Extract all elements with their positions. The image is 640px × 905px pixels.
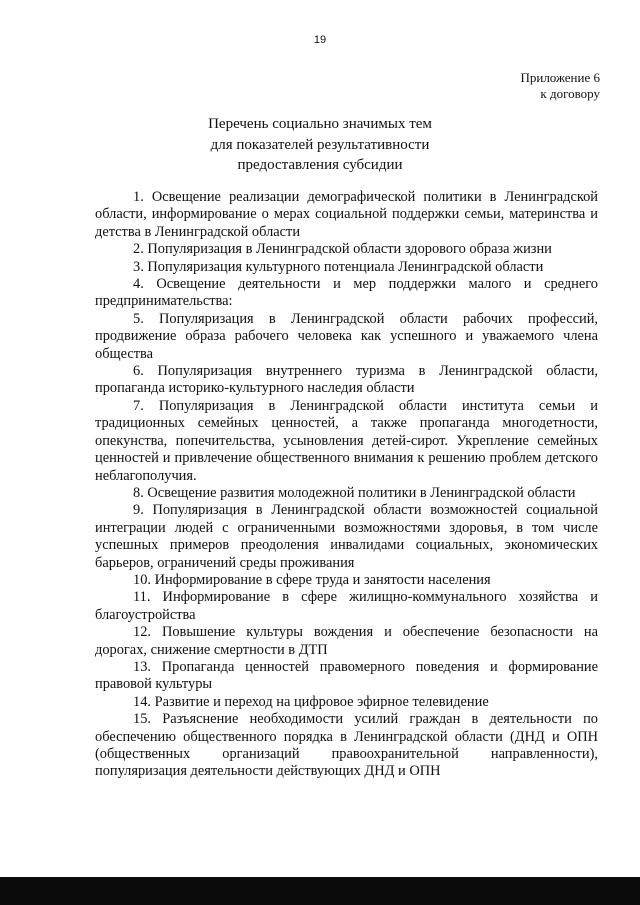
title-line-2: для показателей результативности (210, 136, 430, 153)
list-item-6: 6. Популяризация внутреннего туризма в Ленинградской области, пропаганда историко-культурного наследия области (95, 363, 598, 397)
list-item-3: 3. Популяризация культурного потенциала Ленинградской области (133, 258, 544, 275)
document-title (0, 114, 640, 176)
list-item-4: 4. Освещение деятельности и мер поддержки малого и среднего предпринимательства: (95, 276, 598, 310)
list-item-14: 14. Развитие и переход на цифровое эфирное телевидение (133, 693, 489, 710)
topics-list (95, 189, 598, 781)
list-item-8: 8. Освещение развития молодежной политики в Ленинградской области (133, 484, 576, 501)
list-item-11: 11. Информирование в сфере жилищно-коммунального хозяйства и благоустройства (95, 589, 598, 623)
list-item-1: 1. Освещение реализации демографической политики в Ленинградской области, информирование о мерах социальной поддержки семьи, материнства и детства в Ленинградской области (95, 189, 598, 240)
title-line-1: Перечень социально значимых тем (208, 116, 432, 132)
list-item-7: 7. Популяризация в Ленинградской области института семьи и традиционных семейных ценностей, а также пропаганда многодетности, опекунства, попечительства, усыновления детей-сирот. Укрепление семейных ценностей и привлечение общественного внимания к решению проблем детского неблагополучия. (95, 397, 598, 484)
list-item-5: 5. Популяризация в Ленинградской области рабочих профессий, продвижение образа рабочего человека как успешного и уважаемого члена общества (95, 310, 598, 362)
list-item-9: 9. Популяризация в Ленинградской области возможностей социальной интеграции людей с ограниченными возможностями здоровья, в том числе успешных примеров преодоления инвалидами социальных, экономических барьеров, ограничений среды проживания (95, 502, 598, 571)
appendix-contract: к договору (540, 86, 600, 101)
list-item-12: 12. Повышение культуры вождения и обеспечение безопасности на дорогах, снижение смертности в ДТП (95, 624, 598, 658)
list-item-13: 13. Пропаганда ценностей правомерного поведения и формирование правовой культуры (95, 658, 598, 693)
list-item-10: 10. Информирование в сфере труда и занятости населения (133, 571, 491, 588)
appendix-number: Приложение 6 (520, 70, 600, 85)
list-item-2: 2. Популяризация в Ленинградской области здорового образа жизни (133, 241, 552, 258)
appendix-reference (520, 70, 600, 102)
title-line-3: предоставления субсидии (237, 157, 403, 173)
list-item-15: 15. Разъяснение необходимости усилий граждан в деятельности по обеспечению общественного порядка в Ленинградской области (ДНД и ОПН (общественных организаций правоохранительной направленности), популяризация деятельности действующих ДНД и ОПН (95, 711, 598, 780)
page-number: 19 (313, 34, 327, 46)
scan-edge-strip (0, 877, 640, 905)
